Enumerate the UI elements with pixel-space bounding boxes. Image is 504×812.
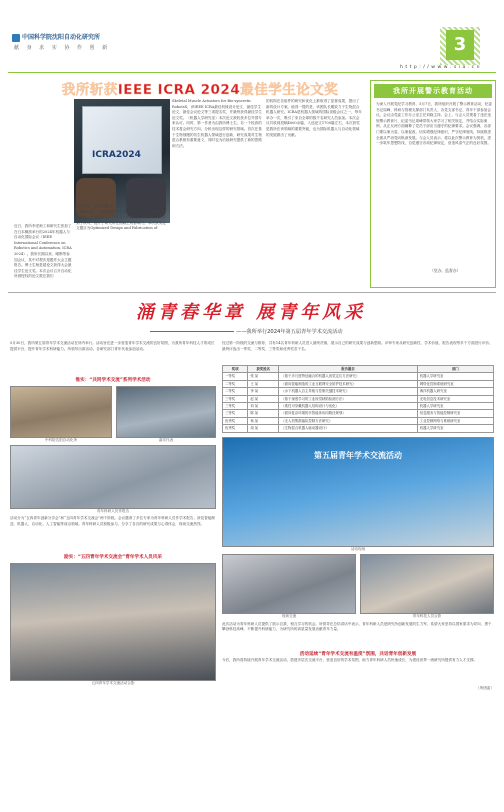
cell: 《无人机集群编队控制方法研究》	[279, 417, 417, 424]
cell: 《柔性可穿戴机器人结构设计与优化》	[279, 403, 417, 410]
section-head-2: 励实：“五四青年学术交流会”青年学术人员风采	[64, 555, 162, 560]
org-name: 中国科学院沈阳自动化研究所	[22, 34, 101, 41]
table-row	[223, 417, 494, 424]
cell: 《基于深度学习的工业视觉缺陷检测方法》	[279, 395, 417, 402]
photo-banner-caption: 活动现场	[350, 546, 366, 551]
cell: 信息服务与智能控制研究室	[417, 410, 493, 417]
table-row	[223, 403, 494, 410]
photo-group	[10, 563, 216, 681]
cell: 《水下机器人自主导航与控制关键技术研究》	[279, 388, 417, 395]
cell: 优秀奖	[223, 425, 248, 432]
article1-col-b: 会有国人、手术机器人、康复机器人、工业自动化等方面的最新成果。对遥控和仿生机器人研究方面位于我国及国际前沿。本届会议上，获奖者在机器人领域的研究成果得到了认可，提升了研究所在国际上的影响力。本次获奖论文题目为Optimized Design and Fabrication of	[76, 204, 166, 231]
table-row	[223, 410, 494, 417]
article2-left-column	[10, 341, 216, 686]
certificate	[82, 106, 162, 174]
cell: 《面向智能制造的工业互联网安全防护技术研究》	[279, 380, 417, 387]
header-cell: 奖项	[223, 366, 248, 373]
photo-exchange-caption: 现场交流	[281, 613, 297, 618]
sidebar-title: 我所开展警示教育活动	[374, 84, 492, 98]
article2-title: 涌青春华章 展青年风采	[135, 302, 367, 323]
site-url: h t t p : / / w w w . s i a . c n	[400, 65, 481, 70]
cell: 陈 某	[248, 410, 279, 417]
article2-right-intro: 经过第一阶段的交流与推荐，共有14名青年科研人员进入最终决赛，展示自己的研究成果与创新思路。评审专家从研究创新性、学术价值、报告表现等多个方面进行评价。最终评选出一等奖、二等奖、三等奖和优秀奖若干名。	[222, 341, 493, 351]
header-cell: 获奖姓名	[248, 366, 279, 373]
cell: 三等奖	[223, 395, 248, 402]
photo-banner	[222, 437, 494, 547]
photo-exchange	[222, 554, 356, 614]
cell: 工业控制网络与系统研究室	[417, 417, 493, 424]
cell: 《面向复杂环境的多智能体协同路径规划》	[279, 410, 417, 417]
cell: 《基于多尺度特征融合的机器人视觉定位方法研究》	[279, 373, 417, 380]
page-number: 3	[446, 30, 474, 60]
photo-venue-caption: 中科院沈阳自动化所	[44, 438, 78, 442]
table-row	[223, 395, 494, 402]
cell: 刘 某	[248, 403, 279, 410]
cell: 周 某	[248, 425, 279, 432]
cell: 网络化控制系统研究室	[417, 380, 493, 387]
header-cell: 部门	[417, 366, 493, 373]
motto: 献 身 求 实 协 作 创 新	[14, 45, 111, 51]
cell: 张 某	[248, 373, 279, 380]
cell: 二等奖	[223, 380, 248, 387]
sidebar-signature: （党办、监督办）	[430, 268, 461, 273]
photo-speaker	[10, 445, 216, 509]
article1-col-c: Skeletal Muscle Actuators for Bio-syncretic RobotsX，该IEEE ICRA最佳机械设计论文、最佳学生论文、最佳会议论文等三项提名奖，并最终获得最佳学生论文奖。（机器人学研究室）本次论文被收获多位外国专家认可。同时，第一作者为由我所博士生。另一个较高的技术将会研究方向，分析出现这样的研究领域。首次在基于生物细胞的仿生机器人领域进行创新，研究成果对生物混合系统有重要意义，同时也为后续研究提供了新的思路和方法。	[172, 99, 262, 148]
article2-para2: 活动分为“五四青年创新分享会”和“五四青年学术交流会”两个阶段。会议邀请了多位专家为青年科研人员作学术报告，涉及智能制造、机器人、自动化、人工智能等前沿领域。青年科研人员积极参与，分享了各自的研究成果与心得体会，现场交流热烈。	[10, 516, 216, 526]
photo-speaker-caption: 青年科研人员作报告	[96, 509, 130, 513]
article2-signature: （所团委）	[476, 685, 494, 690]
table-row	[223, 380, 494, 387]
article2-closing: 今后，我所将持续开展青年学术交流活动，搭建多层次交流平台，营造良好的学术氛围，助力青年科研人员快速成长，为建设世界一流研究所提供有力人才支撑。	[222, 657, 478, 662]
cell: 《生物混合机器人驱动器设计》	[279, 425, 417, 432]
page-header	[0, 0, 504, 80]
cell: 赵 某	[248, 395, 279, 402]
cell: 三等奖	[223, 410, 248, 417]
award-table-header	[223, 366, 494, 373]
institute-logo-icon	[12, 34, 20, 42]
header-rule	[8, 72, 496, 73]
table-row	[223, 373, 494, 380]
photo-guest-caption: 嘉宾代表	[158, 438, 174, 442]
cell: 机器人学研究室	[417, 373, 493, 380]
cell: 李 某	[248, 388, 279, 395]
photo-youth	[360, 554, 494, 614]
cell: 杨 某	[248, 417, 279, 424]
cell: 优秀奖	[223, 417, 248, 424]
article2-conclusion: 此次活动为青年科研人员提供了展示自我、相互学习的机会。所领导在总结讲话中表示，青年科研人员是研究所创新发展的生力军，希望大家坚持以国家需求为导向，勇于攀登科技高峰，不断提升科研能力，为研究所的高质量发展贡献青年力量。	[222, 621, 492, 632]
article2-right-column	[222, 341, 494, 691]
section-divider	[8, 292, 496, 293]
section-head-1: 惟实：“共同学术交流”系列学术活动	[75, 378, 151, 383]
cell: 王 某	[248, 380, 279, 387]
article1-col-a: 近日，我所李老师工和研究生张加了在日本横滨举行的2024年机器人与自动化国际会议（IEEE International Conference on Robotics and Automation, ICRA 2024）。我所长期以来，瞄断等参加会议，其中对观庆是题作大会主题报告。博士生杨是超论文获得大会最佳学生论文奖。本次会议召开自动化所被授权的论文数在我们	[14, 224, 72, 279]
subtitle-rule	[150, 331, 234, 332]
cell: 一等奖	[223, 373, 248, 380]
cell: 三等奖	[223, 403, 248, 410]
photo-guest	[116, 386, 216, 438]
photo-group-caption: 五四青年学术交流活动合影	[91, 681, 135, 685]
award-table	[222, 365, 494, 433]
article2-intro: 5月30日，我所第五届青年学术交流活动在所内举行。活动旨在进一步营造青年学术交流的良好氛围，为我所青年科技人才的成长提供平台，提升青年学术科研能力。所领导出席活动，各研究部门青年代表参加活动。	[10, 341, 215, 351]
table-row	[223, 425, 494, 432]
photo-venue	[10, 386, 112, 438]
certificate-text: ICRA2024	[92, 150, 141, 160]
section-head-3: 活动延续“青年学术交流有温度”氛围，共话青年创新发展	[299, 651, 417, 657]
cell: 海洋机器人研究室	[417, 388, 493, 395]
article2-subtitle: ——我所举行2024年第五届青年学术交流活动	[236, 329, 343, 335]
photo-youth-caption: 青年科技人员合影	[412, 613, 442, 618]
cell: 光电信息技术研究室	[417, 395, 493, 402]
cell: 机器人学研究室	[417, 425, 493, 432]
table-row	[223, 388, 494, 395]
sidebar-body: 为深入开展党纪学习教育，5月7日，我所组织开展了警示教育活动，纪委书记周峰、科研与管理支撑部门负责人、各党支部书记、青年干部参加会议。会议由党委工作办公室主任刘晓主持。会上，与会人员观看了违法违规警示教育片，纪委书记周峰带领大家学习了相关规定，并结合实际案例，从正反两方面阐释了党员干部应当遵守的纪律要求。会议强调，各部门要以案为鉴、以案促改，切实增强纪律意识，严守纪律底线，持续推进全面从严治党向纵深发展。与会人员表示，将以此次警示教育为契机，进一步筑牢思想防线，自觉遵守各项纪律规定，营造风清气正的良好氛围。	[376, 102, 492, 146]
article1-title: 我所斩获IEEE ICRA 2024最佳学生论文奖	[61, 82, 339, 98]
article1-col-d: 的机构在各组件的研究和优化上都取得了显著成果，提出了新的设计方案。值得一提的是，该团队长期致力于生物混合机器人研究。ICRA是机器人领域的国际顶级会议之一，每年举办一次，吸引了来自全球的数千名研究人员参加。本次会议共收到投稿4000余篇，入选论文1700篇左右，本次获奖是我所在该领域的重要突破，也为国际机器人与自动化领域的发展做出了贡献。	[266, 99, 362, 137]
header-cell: 报告题目	[279, 366, 417, 373]
banner-text: 第五届青年学术交流活动	[314, 450, 402, 460]
cell: 二等奖	[223, 388, 248, 395]
cell: 机器人学研究室	[417, 403, 493, 410]
